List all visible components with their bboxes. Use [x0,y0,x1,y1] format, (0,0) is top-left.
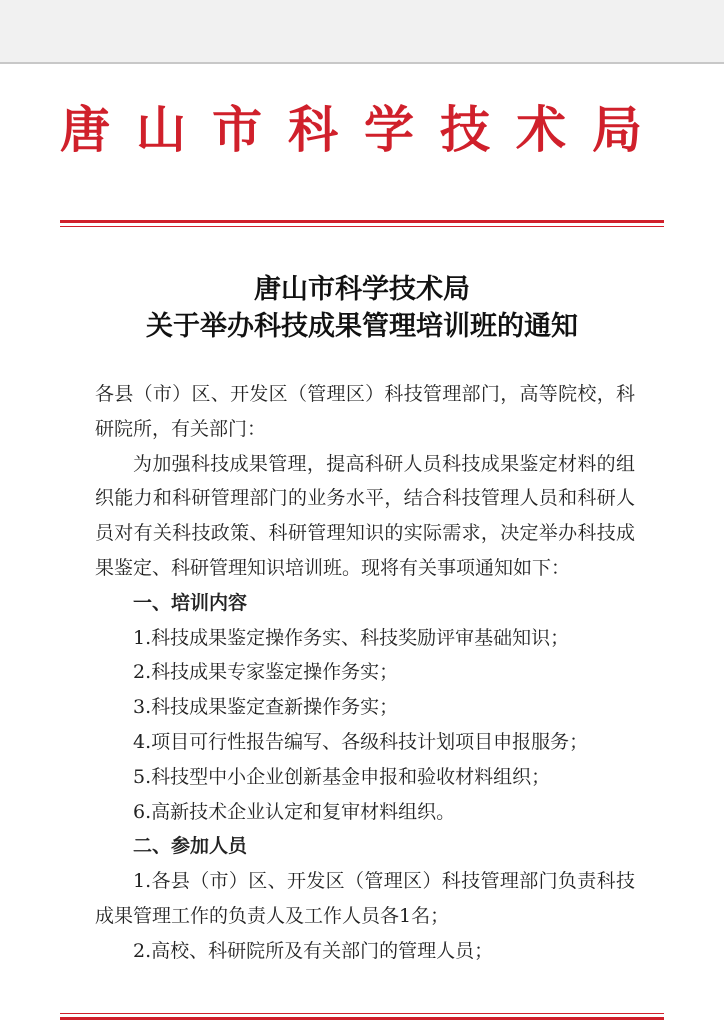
list-item: 4.项目可行性报告编写、各级科技计划项目申报服务； [133,730,589,753]
addressee-paragraph: 各县（市）区、开发区（管理区）科技管理部门，高等院校，科研院所，有关部门： [95,383,635,440]
intro-paragraph: 为加强科技成果管理，提高科研人员科技成果鉴定材料的组织能力和科研管理部门的业务水平，结合科技管理人员和科研人员对有关科技政策、科研管理知识的实际需求，决定举办科技成果鉴定、科研管理知识培训班。现将有关事项通知如下： [95,452,635,579]
letterhead-org-name: 唐山市科学技术局 [60,100,668,159]
list-item: 2.科技成果专家鉴定操作务实； [133,661,399,684]
section-heading-training-content: 一、培训内容 [133,591,248,614]
document-title-line-2: 关于举办科技成果管理培训班的通知 [146,311,578,342]
list-item: 3.科技成果鉴定查新操作务实； [133,696,399,719]
footer-red-rule-thick [60,1017,664,1020]
list-item: 6.高新技术企业认定和复审材料组织。 [133,800,456,823]
list-item: 1.科技成果鉴定操作务实、科技奖励评审基础知识； [133,626,570,649]
list-item: 1.各县（市）区、开发区（管理区）科技管理部门负责科技成果管理工作的负责人及工作人员各1名； [95,870,635,927]
scan-top-margin [0,0,724,62]
letterhead-red-rule-thick [60,220,664,223]
document-body [95,377,635,969]
list-item: 5.科技型中小企业创新基金申报和验收材料组织； [133,765,551,788]
document-title-line-1: 唐山市科学技术局 [254,274,470,305]
section-heading-participants: 二、参加人员 [133,835,248,858]
footer-red-rule-thin [60,1013,664,1014]
letterhead-red-rule-thin [60,226,664,227]
list-item: 2.高校、科研院所及有关部门的管理人员； [133,939,494,962]
